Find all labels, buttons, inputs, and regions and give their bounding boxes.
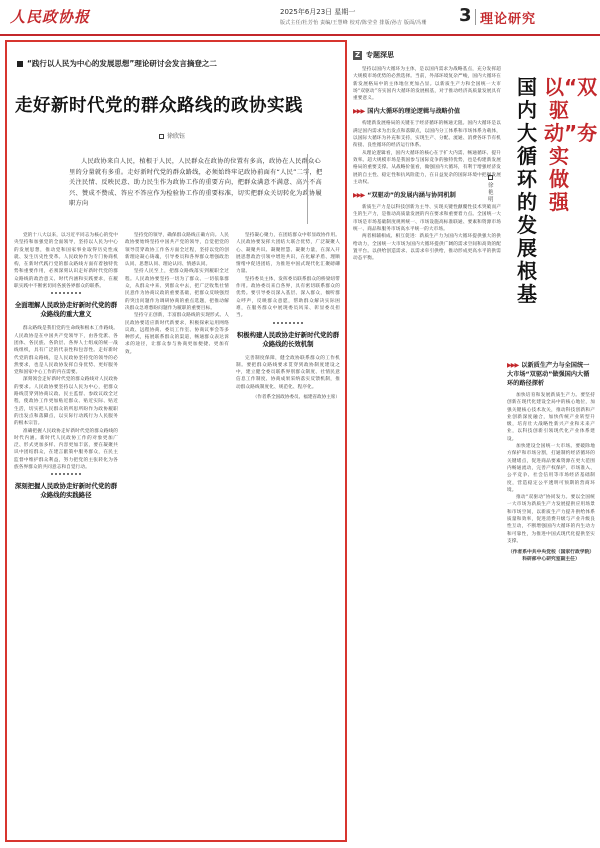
arrow-icon: ▶▶▶ — [353, 108, 365, 116]
paragraph: 推动“双驱动”协同发力。要以全国统一大市场为新质生产力发展提供应用场景和市场空间，以新质生产力提升供给体系质量和效率，促进消费升级与产业升级良性互动，不断增强国内大循环的内生动力和可靠性，为推进中国式现代化提供坚实支撑。 — [507, 495, 595, 544]
paragraph: 深刻领会走好新时代党的群众路线对人民政协的要求。人民政协要坚持以人民为中心，把群众路线贯穿到协商议政、民主监督、参政议政全过程，使政协工作更加贴近群众、贴近实际、贴近生活，切实把人民群众的所思所盼作为政协履职的出发点和落脚点，以实际行动践行为人民服务的根本宗旨。 — [14, 377, 118, 427]
right-subheading-text: 国内大循环的理论逻辑与战略价值 — [367, 108, 461, 116]
page-number: 3 — [459, 5, 472, 26]
paragraph: 党的十八大以来，以习近平同志为核心的党中央坚持和加强党的全面领导，坚持以人民为中心的发展思想，推动党和国家事业取得历史性成就、发生历史性变革。人民政协作为专门协商机构，在新时代践行党的群众路线方面有着独特优势和重要作用，必须深刻认识走好新时代党的群众路线的政治意义、时代内涵和实践要求，在履职实践中不断密切同各族各界群众的联系。 — [14, 233, 118, 290]
left-article-box — [5, 40, 347, 842]
paragraph: 坚持守正创新，丰富群众路线的实现形式。人民政协要适应新时代新要求，积极探索运用网络议政、远程协商、委员工作室、协商议事会等多种形式，拓展联系群众的渠道，畅通群众表达诉求的途径，让群众参与协商更加便捷、更加有效。 — [125, 313, 229, 355]
paragraph: 构建新发展格局的关键在于经济循环的畅通无阻。国内大循环是以满足国内需求为出发点和落脚点，以国内分工体系和市场体系为载体，以国际大循环为补充和支持，实现生产、分配、流通、消费各环节有机衔接、良性循环的经济运行体系。 — [353, 121, 501, 149]
right-subheading — [353, 107, 501, 116]
newspaper-logo: 人民政协报 — [10, 8, 91, 26]
section-title: 理论研究 — [480, 12, 537, 27]
author-box-icon — [159, 134, 164, 139]
series-line — [17, 58, 217, 69]
lead-bracket — [307, 154, 317, 224]
article-lead — [69, 157, 325, 219]
paragraph: 两者相辅相成、相互促进：新质生产力为国内大循环提供强大的供给动力，全国统一大市场为国内大循环提供广阔的需求空间和高效的配置平台。以供给创造需求、以需求牵引供给，推动形成更高水平的供需动态平衡。 — [353, 234, 501, 262]
column-badge-icon: Z — [354, 51, 361, 59]
right-subheading-text: “双驱动”的发展内涵与协同机制 — [367, 192, 456, 200]
article-headline: 走好新时代党的群众路线的政协实践 — [15, 96, 303, 116]
subheading: 深刻把握人民政协走好新时代党的群众路线的实践路径 — [14, 482, 118, 500]
left-column-1 — [14, 232, 118, 506]
paragraph: 准确把握人民政协走好新时代党的群众路线的时代内涵。新时代人民政协工作的对象更加广泛、形式更加多样、内容更加丰富，要在凝聚共识中团结群众，在建言献策中服务群众，在民主监督中维护群众利益，努力把党的主张转化为各族各界群众的共同意志和自觉行动。 — [14, 428, 118, 471]
author-name: 徐欣钰 — [167, 133, 186, 140]
subheading: 积极构建人民政协走好新时代党的群众路线的长效机制 — [236, 330, 340, 348]
paragraph: 坚持凝心聚力，在团结群众中彰显政协作用。人民政协要发挥大团结大联合优势，广泛凝聚人心、凝聚共识、凝聚智慧、凝聚力量，在深入开展思想政治引领中增进共识，在化解矛盾、理顺情绪中促进团结，为推进中国式现代化汇聚磅礴力量。 — [236, 233, 340, 275]
right-subheading-text: 以新质生产力与全国统一大市场“双驱动”做强国内大循环的路径探析 — [507, 362, 590, 387]
vertical-title-red — [544, 75, 598, 214]
series-text: “践行以人民为中心的发展思想”理论研讨会发言摘登之二 — [27, 59, 217, 68]
arrow-icon: ▶▶▶ — [353, 192, 365, 200]
editor-credits: 版式主任/杜芳怡 责编/王慧峰 校对/陈莹莹 排版/孙吉 版面/冯珊 — [280, 20, 427, 26]
paragraph: 完善制度保障，健全政协联系群众的工作机制。要把群众路线要求贯穿到政协制度建设之中，建立健全委员联系界别群众制度、社情民意信息工作制度、协商成果采纳落实反馈机制，推动群众路线制度化、规范化、程序化。 — [236, 355, 340, 390]
vertical-title-black: 国内大循环的发展根基 — [517, 75, 537, 306]
paragraph: 新质生产力是以科技创新为主导、实现关键性颠覆性技术突破而产生的生产力，是推动高质量发展的内在要求和重要着力点。全国统一大市场是市场基础制度规则统一、市场设施高标准联通、要素和资源市场统一、商品和服务市场高水平统一的大市场。 — [353, 205, 501, 233]
right-column-2 — [507, 356, 595, 563]
author-credit: （作者系中共中央党校（国家行政学院）科研部中心研究室副主任） — [507, 550, 595, 563]
issue-date: 2025年6月23日 星期一 — [280, 8, 356, 16]
article-author — [159, 131, 185, 140]
dots-divider — [273, 322, 303, 325]
column-name: 专题深思 — [366, 51, 394, 59]
right-subheading — [353, 191, 501, 200]
page-divider — [475, 9, 476, 25]
dots-divider — [51, 473, 81, 476]
right-author-name: 徐艳明 — [488, 183, 494, 203]
left-column-3 — [236, 232, 340, 400]
lead-text: 人民政协来自人民，植根于人民，人民群众在政协的位置有多高，政协在人民群众心里的分量就有多重。走好新时代党的群众路线，必须始终牢记政协前面有“人民”二字，把关注民情、反映民意、助力民生作为政协工作的重要方向，把群众满意不满意、高兴不高兴、赞成不赞成、答应不答应作为检验协工作的重要标准，切实把群众关切转化为政协履职方向 — [69, 158, 323, 207]
paragraph: 坚持以国内大循环为主体，是以国内需求为战略基点，充分发挥超大规模市场优势的必然选择。当前，外部环境复杂严峻，国内大循环在新发展格局中的主体地位更加凸显。以新质生产力和全国统一大市场“双驱动”夯实国内大循环的发展根基，对于推动经济高质量发展具有重要意义。 — [353, 67, 501, 102]
masthead — [0, 0, 600, 36]
paragraph: 加快建设全国统一大市场。要破除地方保护和市场分割，打通制约经济循环的关键堵点，促进商品要素资源在更大范围内畅通流动，完善产权保护、市场准入、公平竞争、社会信用等市场经济基础制度，营造稳定公平透明可预期的营商环境。 — [507, 444, 595, 493]
left-column-2 — [125, 232, 229, 356]
paragraph: 从理论逻辑看，国内大循环的核心在于扩大内需、畅通循环、提升效率。超大规模市场是我国参与国际竞争的独特优势，也是构建新发展格局的重要支撑。从战略价值看，做强国内大循环，有利于增强经济发展的自主性、稳定性和抗风险能力，在日益复杂的国际环境中把握发展主动权。 — [353, 150, 501, 185]
right-column-1 — [353, 66, 501, 263]
paragraph: 坚持党的领导，确保群众路线正确方向。人民政协要始终坚持中国共产党的领导，自觉把党的领导贯穿政协工作各方面全过程，坚持以党的创新理论凝心铸魂，引导委员和各界群众增强政治认同、思想认同、理论认同、情感认同。 — [125, 233, 229, 268]
paragraph: 群众路线是我们党的生命线和根本工作路线。人民政协是在中国共产党领导下，由各党派、各团体、各民族、各阶层、各界人士组成的统一战线组织，具有广泛的代表性和包容性。走好新时代党的群众路线，是人民政协坚持党的领导的必然要求，也是人民政协发挥自身优势、更好服务党和国家中心工作的内在需要。 — [14, 326, 118, 376]
paragraph: 坚持人民至上，把群众路线落实到履职全过程。人民政协要坚持一切为了群众、一切依靠群众，从群众中来、到群众中去，把广泛收集社情民意作为协商议政的重要基础，把群众反映强烈的突出问题作为调研协商的重点选题，把推动解决群众急难愁盼问题作为履职的重要目标。 — [125, 269, 229, 311]
subheading: 全面理解人民政协走好新时代党的群众路线的重大意义 — [14, 301, 118, 319]
paragraph: 加快培育和发展新质生产力。要坚持创新在现代化建设全局中的核心地位，加强关键核心技术攻关，推动科技创新和产业创新深度融合，加快传统产业转型升级，培育壮大战略性新兴产业和未来产业，以科技创新引领现代化产业体系建设。 — [507, 393, 595, 442]
author-footnote: （作者系全国政协委员、福建省政协主席） — [252, 395, 340, 401]
square-bullet-icon — [17, 61, 23, 67]
right-subheading — [507, 361, 595, 388]
paragraph: 坚持委员主体，发挥委员联系群众的桥梁纽带作用。政协委员来自各界，具有密切联系群众的优势。要引导委员深入基层、深入群众，倾听群众呼声，反映群众意愿，帮助群众解决实际困难，在服务群众中展现委员风采、彰显委员担当。 — [236, 276, 340, 319]
title-red-text: 以“双驱动”夯实做强 — [544, 75, 598, 214]
arrow-icon: ▶▶▶ — [507, 362, 519, 369]
dots-divider — [51, 292, 81, 295]
